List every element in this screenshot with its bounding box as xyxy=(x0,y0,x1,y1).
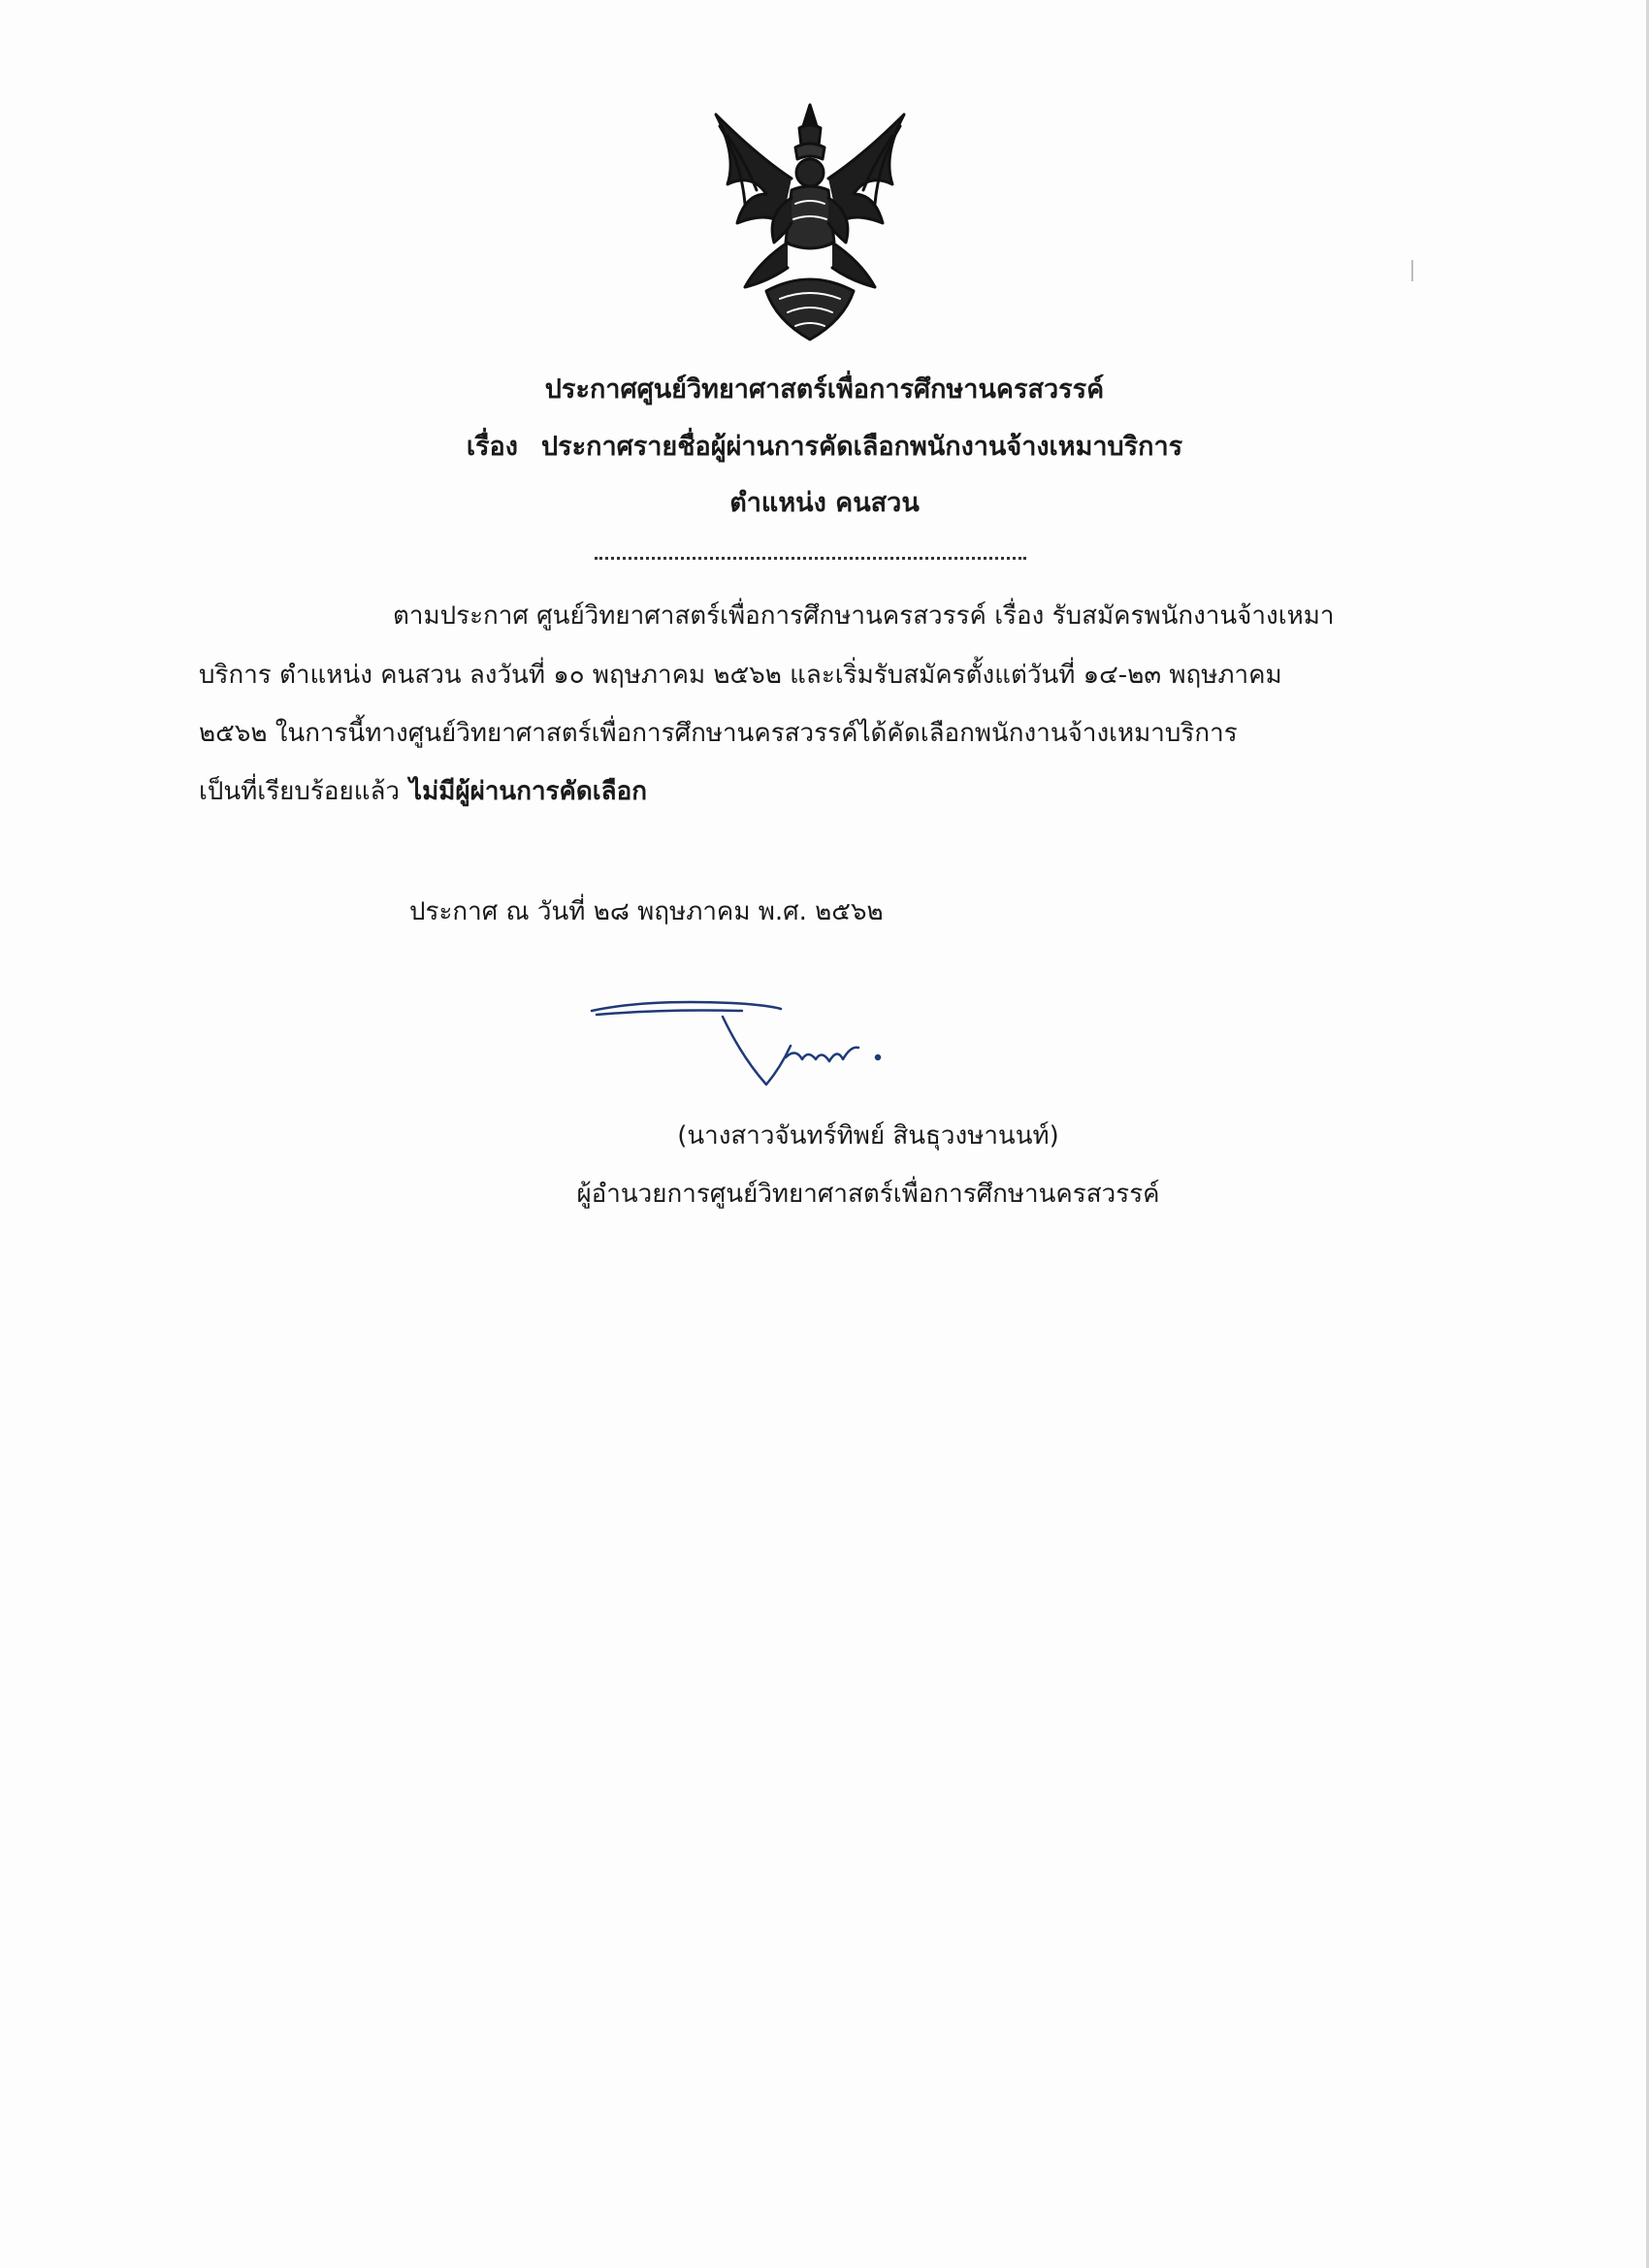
subject-text: ประกาศรายชื่อผู้ผ่านการคัดเลือกพนักงานจ้างเหมาบริการ xyxy=(540,432,1183,462)
garuda-emblem-icon xyxy=(698,97,922,349)
announcement-subject-heading xyxy=(0,434,1649,460)
result-statement: ไม่มีผู้ผ่านการคัดเลือก xyxy=(409,777,647,806)
scan-margin-mark xyxy=(1411,260,1413,281)
position-heading: ตำแหน่ง คนสวน xyxy=(729,488,920,518)
body-line-4 xyxy=(199,779,647,804)
body-line-3: ๒๕๖๒ ในการนี้ทางศูนย์วิทยาศาสตร์เพื่อการศึกษานครสวรรค์ได้คัดเลือกพนักงานจ้างเหมาบริการ xyxy=(199,719,1238,748)
announcement-date: ประกาศ ณ วันที่ ๒๘ พฤษภาคม พ.ศ. ๒๕๖๒ xyxy=(409,897,884,926)
handwritten-signature xyxy=(587,989,907,1106)
signer-title: ผู้อำนวยการศูนย์วิทยาศาสตร์เพื่อการศึกษานครสวรรค์ xyxy=(576,1180,1160,1209)
body-line-2: บริการ ตำแหน่ง คนสวน ลงวันที่ ๑๐ พฤษภาคม ๒๕๖๒ และเริ่มรับสมัครตั้งแต่วันที่ ๑๔-๒๓ พฤษภาคม xyxy=(199,661,1282,690)
body-line-1: ตามประกาศ ศูนย์วิทยาศาสตร์เพื่อการศึกษานครสวรรค์ เรื่อง รับสมัครพนักงานจ้างเหมา xyxy=(393,601,1335,631)
subject-label: เรื่อง xyxy=(466,432,518,462)
announcement-org-heading: ประกาศศูนย์วิทยาศาสตร์เพื่อการศึกษานครสวรรค์ xyxy=(544,374,1105,405)
signer-name: (นางสาวจันทร์ทิพย์ สินธุวงษานนท์) xyxy=(677,1121,1059,1150)
dotted-divider xyxy=(595,557,1026,560)
body-line-4-prefix: เป็นที่เรียบร้อยแล้ว xyxy=(199,777,400,806)
